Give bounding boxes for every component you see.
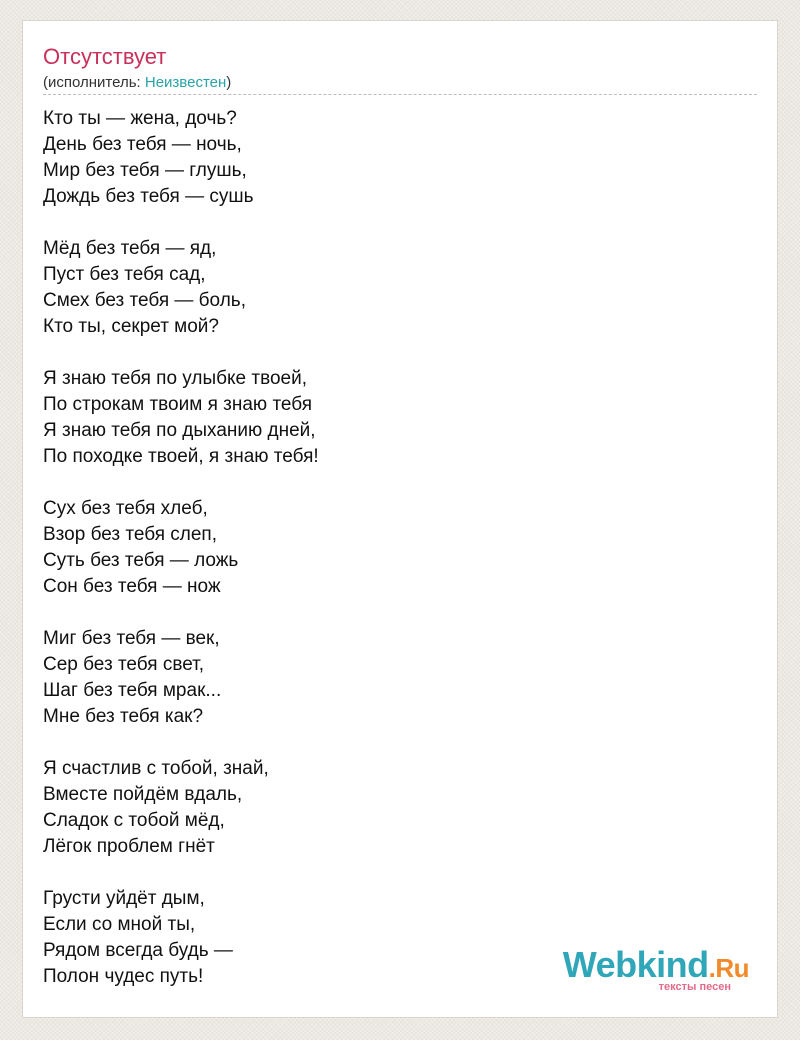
- stanza: [43, 496, 319, 600]
- logo-name: Webkind: [562, 944, 709, 985]
- lyric-line: Шаг без тебя мрак...: [43, 680, 222, 701]
- lyric-line: Лёгок проблем гнёт: [43, 836, 215, 857]
- lyric-line: Миг без тебя — век,: [43, 628, 220, 649]
- site-logo[interactable]: [559, 945, 749, 993]
- logo-tagline: тексты песен: [658, 981, 731, 993]
- byline-prefix: (исполнитель:: [43, 74, 145, 91]
- lyric-line: Дождь без тебя — сушь: [43, 186, 254, 207]
- lyric-line: Грусти уйдёт дым,: [43, 888, 205, 909]
- stanza: [43, 756, 319, 860]
- stanza: [43, 106, 319, 210]
- stanza: [43, 886, 319, 990]
- song-title: Отсутствует: [43, 44, 167, 69]
- lyric-line: День без тебя — ночь,: [43, 134, 242, 155]
- lyric-line: Вместе пойдём вдаль,: [43, 784, 243, 805]
- lyric-line: Я знаю тебя по улыбке твоей,: [43, 368, 307, 389]
- lyric-line: Кто ты — жена, дочь?: [43, 108, 237, 129]
- stanza: [43, 236, 319, 340]
- lyric-line: Если со мной ты,: [43, 914, 196, 935]
- lyric-line: Сух без тебя хлеб,: [43, 498, 208, 519]
- lyric-line: Сладок с тобой мёд,: [43, 810, 225, 831]
- lyric-line: Кто ты, секрет мой?: [43, 316, 219, 337]
- lyric-line: Полон чудес путь!: [43, 966, 204, 987]
- header-divider: [43, 94, 757, 95]
- lyric-line: Взор без тебя слеп,: [43, 524, 217, 545]
- lyric-line: Я счастлив с тобой, знай,: [43, 758, 269, 779]
- lyric-line: Сер без тебя свет,: [43, 654, 205, 675]
- lyric-line: Сон без тебя — нож: [43, 576, 221, 597]
- lyric-line: Мир без тебя — глушь,: [43, 160, 247, 181]
- lyric-line: По строкам твоим я знаю тебя: [43, 394, 313, 415]
- lyrics-page: [22, 20, 778, 1018]
- lyric-line: По походке твоей, я знаю тебя!: [43, 446, 319, 467]
- stanza: [43, 366, 319, 470]
- lyric-line: Смех без тебя — боль,: [43, 290, 246, 311]
- stanza: [43, 626, 319, 730]
- lyric-line: Мне без тебя как?: [43, 706, 204, 727]
- lyric-line: Суть без тебя — ложь: [43, 550, 239, 571]
- lyric-line: Рядом всегда будь —: [43, 940, 233, 961]
- byline-suffix: ): [226, 74, 232, 91]
- artist-link[interactable]: Неизвестен: [144, 74, 227, 91]
- lyric-line: Пуст без тебя сад,: [43, 264, 206, 285]
- artist-byline: [43, 73, 231, 93]
- lyrics-body: [43, 106, 319, 990]
- lyric-line: Мёд без тебя — яд,: [43, 238, 217, 259]
- lyric-line: Я знаю тебя по дыханию дней,: [43, 420, 316, 441]
- logo-tld: .Ru: [708, 953, 749, 983]
